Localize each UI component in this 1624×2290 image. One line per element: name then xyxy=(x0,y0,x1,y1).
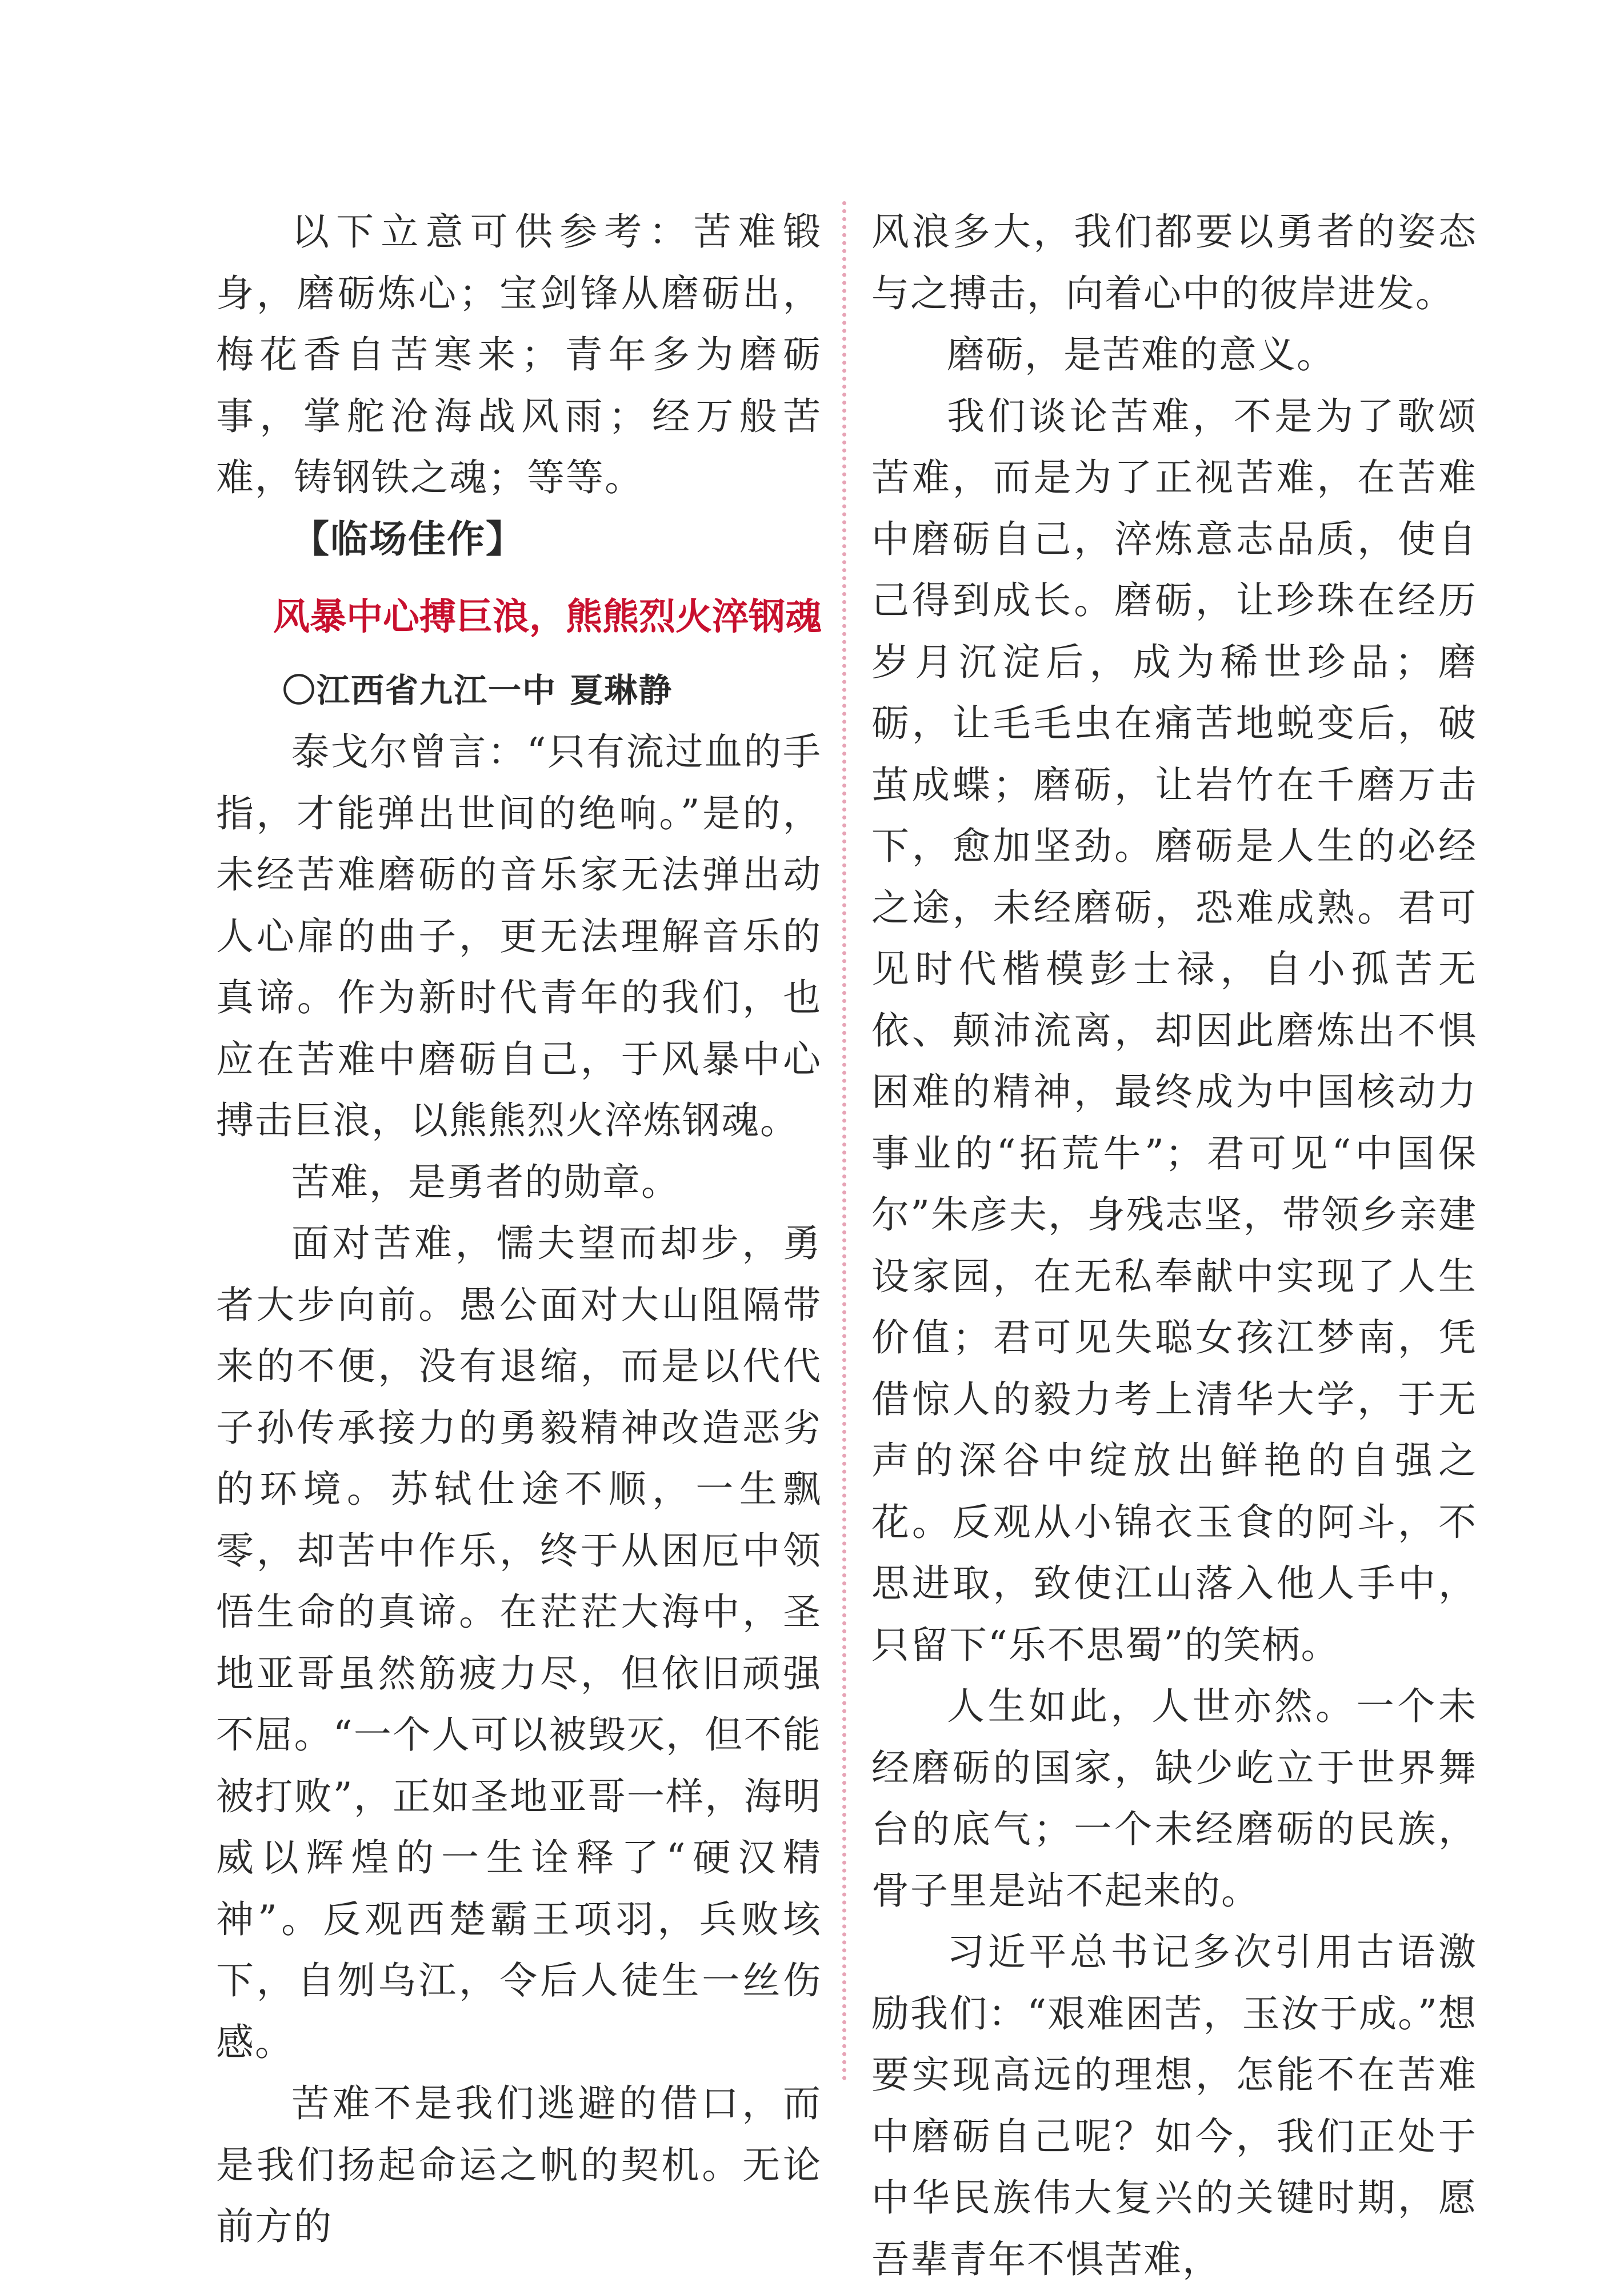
author-line xyxy=(216,660,822,722)
paragraph: 我们谈论苦难，不是为了歌颂苦难，而是为了正视苦难，在苦难中磨砺自己，淬炼意志品质，使自己得到成长。磨砺，让珍珠在经历岁月沉淀后，成为稀世珍品；磨砺，让毛毛虫在痛苦地蜕变后，破茧成蝶；磨砺，让岩竹在千磨万击下，愈加坚劲。磨砺是人生的必经之途，未经磨砺，恐难成熟。君可见时代楷模彭士禄，自小孤苦无依、颠沛流离，却因此磨炼出不惧困难的精神，最终成为中国核动力事业的“拓荒牛”；君可见“中国保尔”朱彦夫，身残志坚，带领乡亲建设家园，在无私奉献中实现了人生价值；君可见失聪女孩江梦南，凭借惊人的毅力考上清华大学，于无声的深谷中绽放出鲜艳的自强之花。反观从小锦衣玉食的阿斗，不思进取，致使江山落入他人手中，只留下“乐不思蜀”的笑柄。 xyxy=(871,394,1477,1667)
paragraph: 泰戈尔曾言：“只有流过血的手指，才能弹出世间的绝响。”是的，未经苦难磨砺的音乐家无法弹出动人心扉的曲子，更无法理解音乐的真谛。作为新时代青年的我们，也应在苦难中磨砺自己，于风暴中心搏击巨浪，以熊熊烈火淬炼钢魂。 xyxy=(216,730,822,1142)
right-column xyxy=(871,201,1477,2290)
paragraph: 习近平总书记多次引用古语激励我们：“艰难困苦，玉汝于成。”想要实现高远的理想，怎能不在苦难中磨砺自己呢？如今，我们正处于中华民族伟大复兴的关键时期，愿吾辈青年不惧苦难， xyxy=(871,1930,1477,2281)
paragraph: 人生如此，人世亦然。一个未经磨砺的国家，缺少屹立于世界舞台的底气；一个未经磨砺的民族，骨子里是站不起来的。 xyxy=(871,1684,1477,1913)
paragraph: 苦难不是我们逃避的借口，而是我们扬起命运之帆的契机。无论前方的 xyxy=(216,2081,822,2248)
paragraph: 磨砺，是苦难的意义。 xyxy=(947,333,1335,377)
intro-paragraph: 以下立意可供参考：苦难锻身，磨砺炼心；宝剑锋从磨砺出，梅花香自苦寒来；青年多为磨砺事，掌舵沧海战风雨；经万般苦难，铸钢铁之魂；等等。 xyxy=(216,210,822,499)
essay-title: 风暴中心搏巨浪，熊熊烈火淬钢魂 xyxy=(273,596,822,638)
left-column xyxy=(216,201,822,2257)
author-school: 〇江西省九江一中 xyxy=(282,670,557,710)
column-divider xyxy=(842,201,846,2081)
section-heading: 【临场佳作】 xyxy=(291,517,525,561)
author-name: 夏琳静 xyxy=(570,670,673,710)
continuation-text: 风浪多大，我们都要以勇者的姿态与之搏击，向着心中的彼岸进发。 xyxy=(871,210,1477,315)
paragraph: 苦难，是勇者的勋章。 xyxy=(291,1160,680,1204)
paragraph: 面对苦难，懦夫望而却步，勇者大步向前。愚公面对大山阻隔带来的不便，没有退缩，而是以代代子孙传承接力的勇毅精神改造恶劣的环境。苏轼仕途不顺，一生飘零，却苦中作乐，终于从困厄中领悟生命的真谛。在茫茫大海中，圣地亚哥虽然筋疲力尽，但依旧顽强不屈。“一个人可以被毁灭，但不能被打败”，正如圣地亚哥一样，海明威以辉煌的一生诠释了“硬汉精神”。反观西楚霸王项羽，兵败垓下，自刎乌江，令后人徒生一丝伤感。 xyxy=(216,1221,822,2064)
